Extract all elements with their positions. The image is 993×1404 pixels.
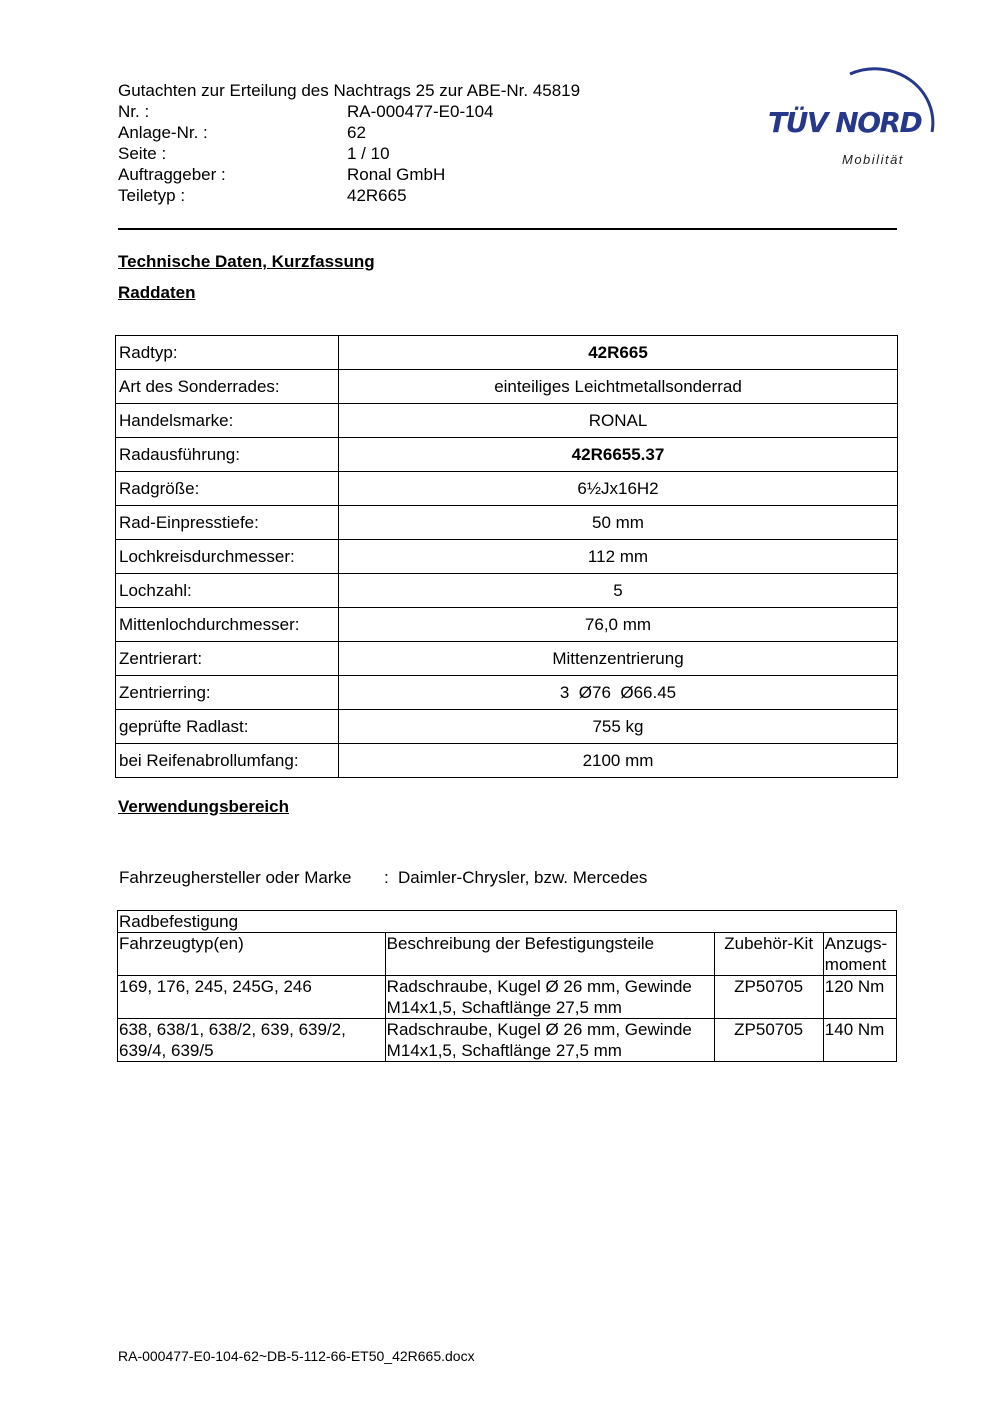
meta-value: Ronal GmbH: [347, 165, 446, 184]
document-header: [118, 80, 678, 206]
meta-label: Seite :: [118, 144, 167, 163]
row-value: Mittenzentrierung: [339, 642, 898, 676]
table-row: [118, 1019, 897, 1062]
row-label: Lochkreisdurchmesser:: [116, 540, 339, 574]
row-label: Radtyp:: [116, 336, 339, 370]
row-value: 76,0 mm: [339, 608, 898, 642]
row-label: Lochzahl:: [116, 574, 339, 608]
row-label: Art des Sonderrades:: [116, 370, 339, 404]
row-value: einteiliges Leichtmetallsonderrad: [339, 370, 898, 404]
logo-subtitle: Mobilität: [842, 152, 904, 167]
table-header-row: [118, 933, 897, 976]
fastening-title: Radbefestigung: [118, 911, 897, 933]
wheel-data-table: [115, 335, 898, 778]
table-row: [116, 744, 898, 778]
row-value: 112 mm: [339, 540, 898, 574]
header-description: Beschreibung der Befestigungsteile: [385, 933, 714, 976]
table-row: [116, 472, 898, 506]
row-label: Zentrierart:: [116, 642, 339, 676]
table-row: [116, 608, 898, 642]
meta-row-page: [118, 143, 678, 164]
row-label: Mittenlochdurchmesser:: [116, 608, 339, 642]
table-row: [118, 976, 897, 1019]
table-row: [116, 710, 898, 744]
row-label: Zentrierring:: [116, 676, 339, 710]
row-value: 50 mm: [339, 506, 898, 540]
meta-value: 42R665: [347, 186, 407, 205]
table-row: [116, 370, 898, 404]
cell-description: Radschraube, Kugel Ø 26 mm, Gewinde M14x1,5, Schaftlänge 27,5 mm: [385, 976, 714, 1019]
header-divider: [118, 228, 897, 230]
row-label: Radausführung:: [116, 438, 339, 472]
cell-accessory-kit: ZP50705: [714, 976, 823, 1019]
heading-wheel-data: Raddaten: [118, 283, 196, 302]
manufacturer-value: Daimler-Chrysler, bzw. Mercedes: [398, 868, 648, 887]
table-row: [116, 438, 898, 472]
table-row: [116, 574, 898, 608]
meta-value: 62: [347, 123, 366, 142]
table-row: [116, 540, 898, 574]
meta-row-part-type: [118, 185, 678, 206]
footer-filename: RA-000477-E0-104-62~DB-5-112-66-ET50_42R665.docx: [118, 1348, 475, 1364]
meta-label: Anlage-Nr. :: [118, 123, 208, 142]
cell-torque: 120 Nm: [823, 976, 896, 1019]
meta-label: Nr. :: [118, 102, 150, 121]
cell-accessory-kit: ZP50705: [714, 1019, 823, 1062]
manufacturer-line: [119, 868, 647, 888]
meta-value: 1 / 10: [347, 144, 390, 163]
table-row: [116, 404, 898, 438]
row-value: 42R665: [339, 336, 898, 370]
row-label: bei Reifenabrollumfang:: [116, 744, 339, 778]
header-accessory-kit: Zubehör-Kit: [714, 933, 823, 976]
meta-value: RA-000477-E0-104: [347, 102, 494, 121]
table-title-row: [118, 911, 897, 933]
wheel-fastening-table: [117, 910, 897, 1062]
meta-label: Auftraggeber :: [118, 165, 226, 184]
manufacturer-separator: :: [384, 868, 389, 887]
header-vehicle-types: Fahrzeugtyp(en): [118, 933, 386, 976]
row-value: 3 Ø76 Ø66.45: [339, 676, 898, 710]
row-label: Handelsmarke:: [116, 404, 339, 438]
manufacturer-label: Fahrzeughersteller oder Marke: [119, 868, 352, 887]
header-torque: Anzugs-moment: [823, 933, 896, 976]
row-label: Rad-Einpresstiefe:: [116, 506, 339, 540]
row-value: 5: [339, 574, 898, 608]
table-row: [116, 336, 898, 370]
row-value: 2100 mm: [339, 744, 898, 778]
tuv-nord-logo: [762, 56, 942, 172]
report-title: Gutachten zur Erteilung des Nachtrags 25 zur ABE-Nr. 45819: [118, 81, 581, 100]
row-value: 42R6655.37: [339, 438, 898, 472]
cell-torque: 140 Nm: [823, 1019, 896, 1062]
row-value: RONAL: [339, 404, 898, 438]
meta-row-client: [118, 164, 678, 185]
cell-description: Radschraube, Kugel Ø 26 mm, Gewinde M14x1,5, Schaftlänge 27,5 mm: [385, 1019, 714, 1062]
table-row: [116, 506, 898, 540]
row-label: Radgröße:: [116, 472, 339, 506]
cell-vehicle-types: 638, 638/1, 638/2, 639, 639/2, 639/4, 639/5: [118, 1019, 386, 1062]
table-row: [116, 642, 898, 676]
table-row: [116, 676, 898, 710]
meta-label: Teiletyp :: [118, 186, 186, 205]
heading-usage-range: Verwendungsbereich: [118, 797, 289, 816]
meta-row-annex: [118, 122, 678, 143]
logo-brand: TÜV NORD: [768, 106, 922, 139]
row-label: geprüfte Radlast:: [116, 710, 339, 744]
meta-row-number: [118, 101, 678, 122]
row-value: 755 kg: [339, 710, 898, 744]
cell-vehicle-types: 169, 176, 245, 245G, 246: [118, 976, 386, 1019]
heading-technical-data: Technische Daten, Kurzfassung: [118, 252, 375, 271]
row-value: 6½Jx16H2: [339, 472, 898, 506]
